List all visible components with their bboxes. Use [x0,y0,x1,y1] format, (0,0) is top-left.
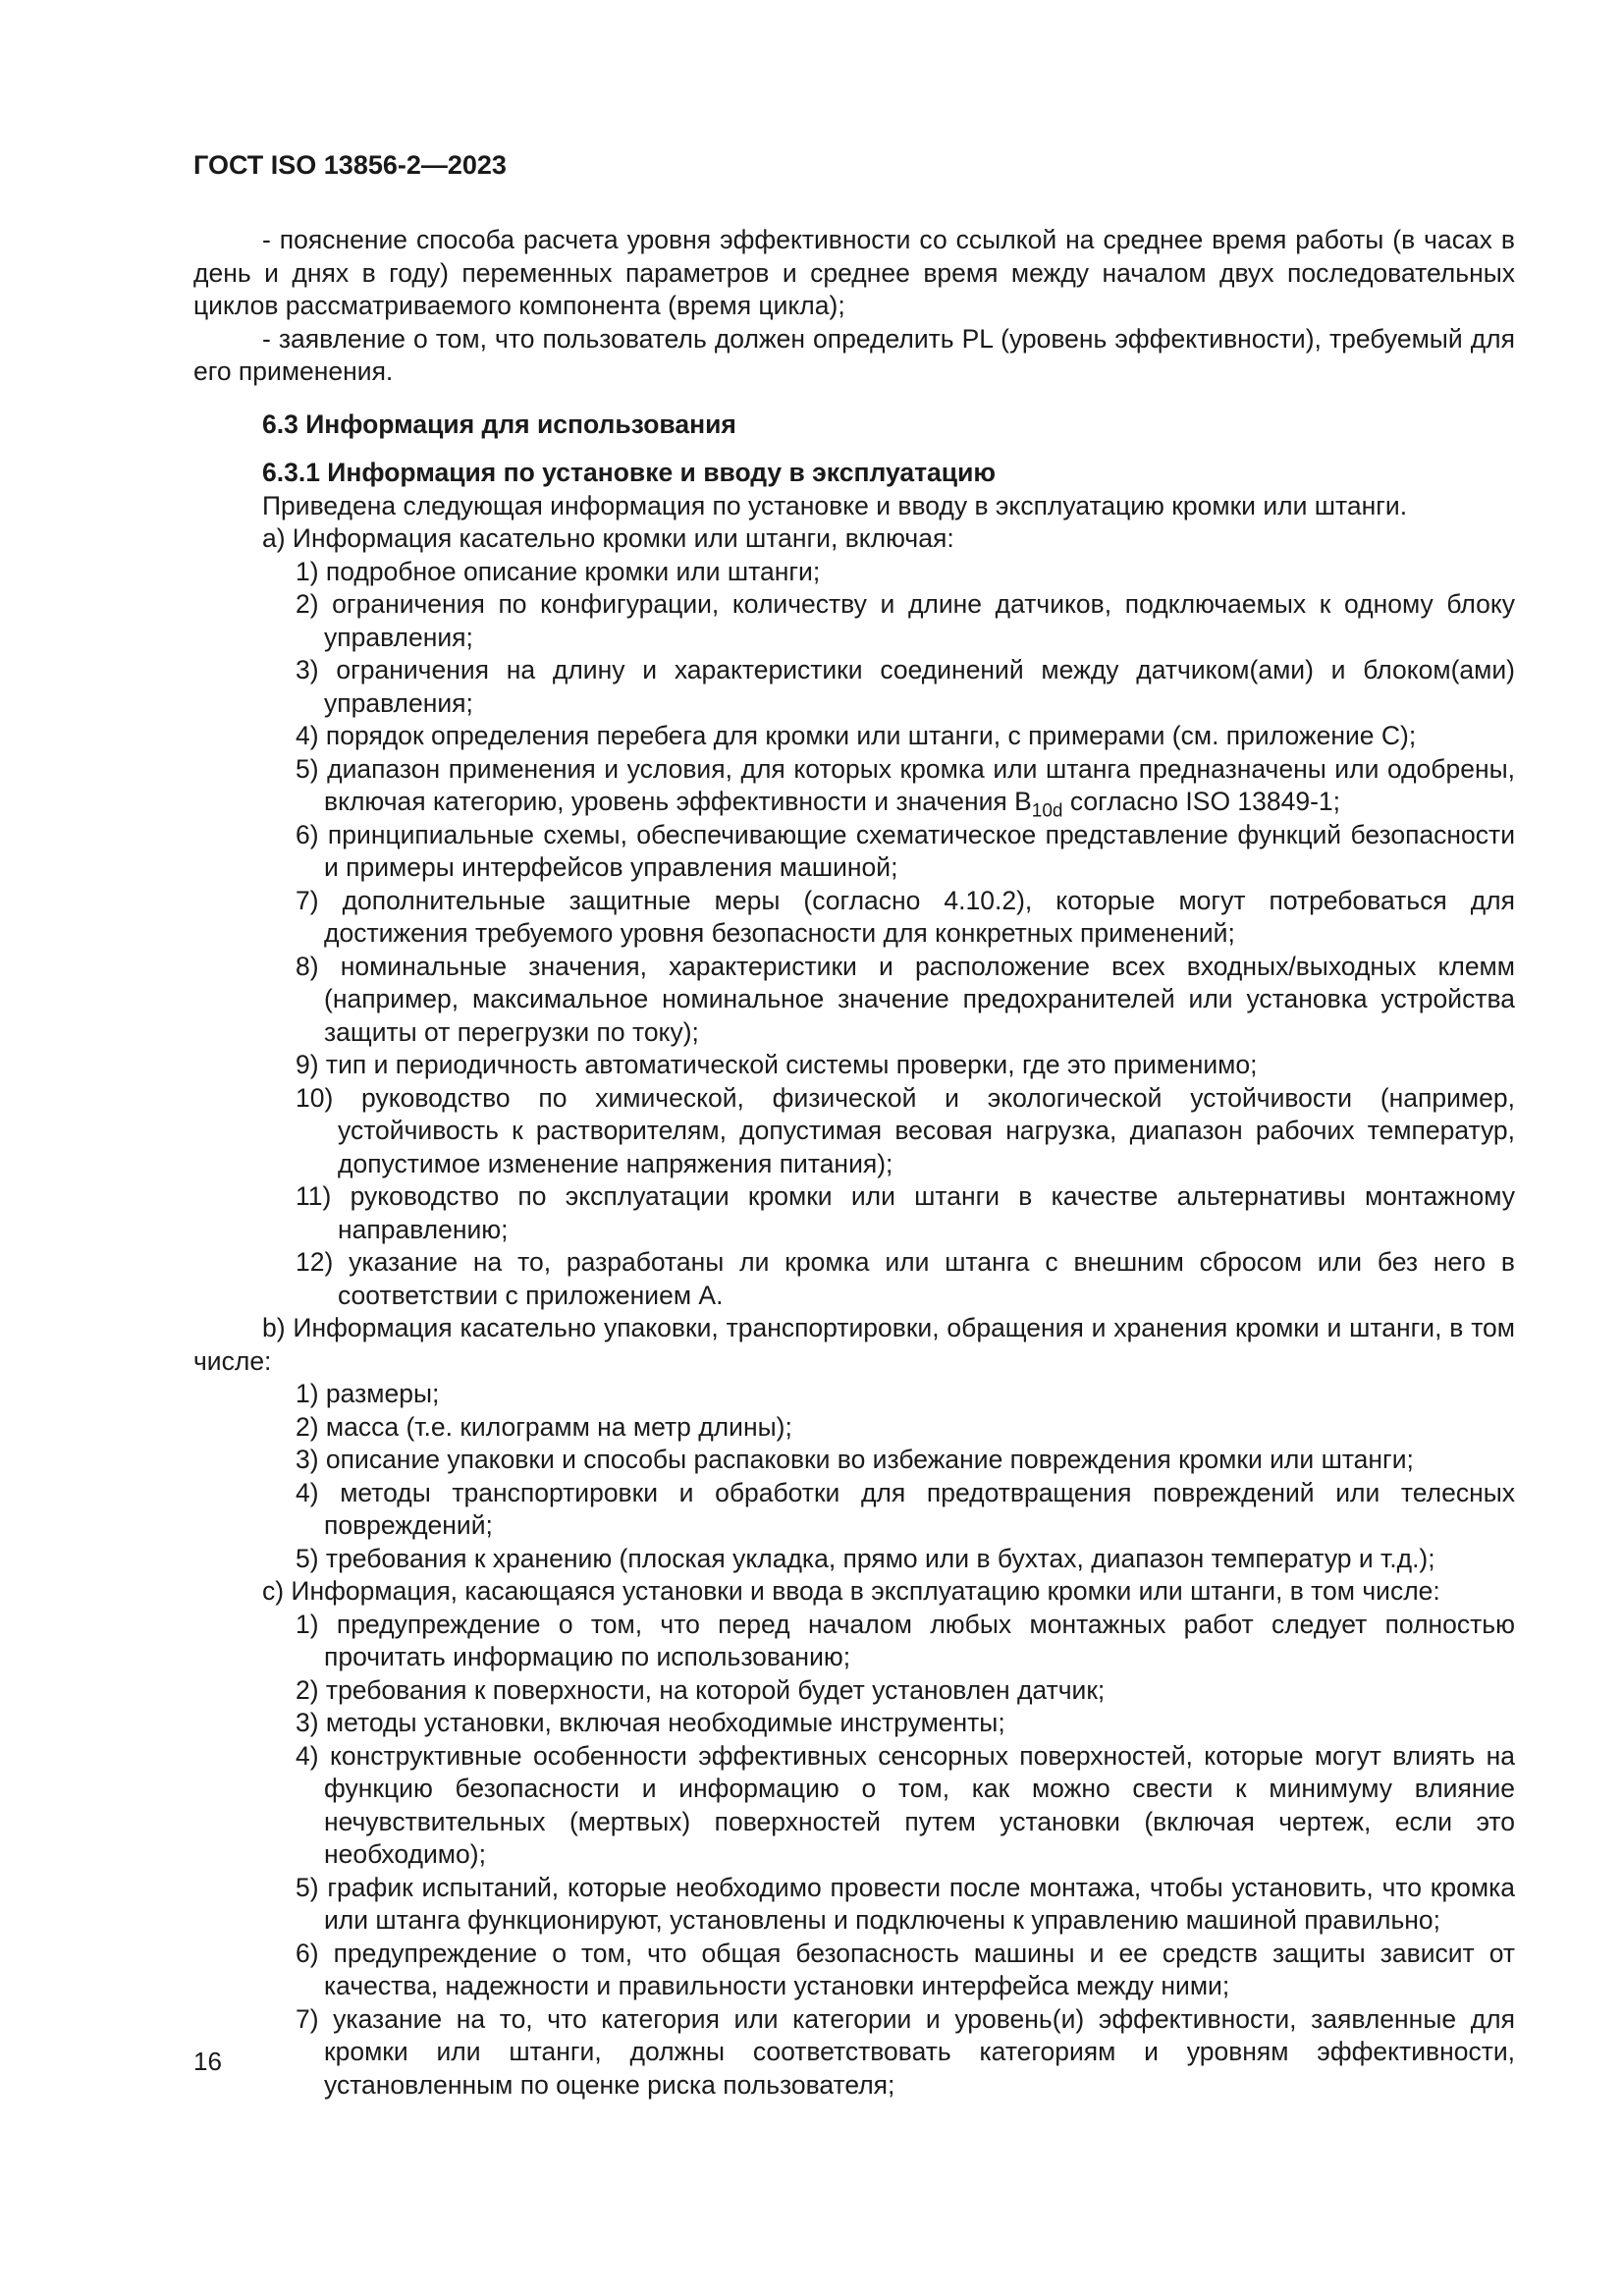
list-item: 5) требования к хранению (плоская укладка, прямо или в бухтах, диапазон температур и т.д.); [296,1543,1435,1573]
list-item: 5) график испытаний, которые необходимо провести после монтажа, чтобы установить, что кромка или штанга функционируют, установлены и подключены к управлению машиной правильно; [296,1872,1515,1935]
page-content [193,224,1515,2102]
list-item: 1) размеры; [296,1379,440,1408]
section-heading-6-3: 6.3 Информация для использования [262,409,736,439]
list-item: 3) описание упаковки и способы распаковки во избежание повреждения кромки или штанги; [296,1445,1414,1474]
intro-item: - пояснение способа расчета уровня эффективности со ссылкой на среднее время работы (в часах в день и днях в году) переменных параметров и среднее время между началом двух последовательных циклов рассматриваемого компонента (время цикла); [193,225,1515,320]
list-a-title: a) Информация касательно кромки или штанги, включая: [262,523,954,553]
list-item: 4) методы транспортировки и обработки для предотвращения повреждений или телесных повреждений; [296,1477,1515,1540]
list-item-text: 5) диапазон применения и условия, для которых кромка или штанга предназначены или одобрены, включая категорию, уровень эффективности и значения B [296,753,1515,816]
list-c-title: c) Информация, касающаяся установки и ввода в эксплуатацию кромки или штанги, в том числе: [262,1576,1440,1606]
document-code-header: ГОСТ ISO 13856-2—2023 [193,150,507,180]
intro-item: - заявление о том, что пользователь должен определить PL (уровень эффективности), требуемый для его применения. [193,323,1515,386]
list-item: 9) тип и периодичность автоматической системы проверки, где это применимо; [296,1050,1258,1079]
list-item: 12) указание на то, разработаны ли кромка или штанга с внешним сбросом или без него в соответствии с приложением A. [296,1247,1515,1310]
list-item: 2) масса (т.е. килограмм на метр длины); [296,1411,792,1442]
section-heading-6-3-1: 6.3.1 Информация по установке и вводу в эксплуатацию [262,458,997,487]
list-item: 3) методы установки, включая необходимые инструменты; [296,1708,1005,1737]
subscript-10d: 10d [1031,800,1063,822]
section-intro: Приведена следующая информация по установке и вводу в эксплуатацию кромки или штанги. [262,490,1408,520]
list-item [193,753,1515,822]
list-item: 11) руководство по эксплуатации кромки или штанги в качестве альтернативы монтажному направлению; [296,1181,1515,1244]
list-item: 7) указание на то, что категория или категории и уровень(и) эффективности, заявленные для кромки или штанги, должны соответствовать категориям и уровням эффективности, установленным по оценке риска пользователя; [296,2003,1515,2100]
list-b-title: b) Информация касательно упаковки, транспортировки, обращения и хранения кромки и штанги, в том числе: [193,1313,1515,1376]
list-item-text: согласно ISO 13849-1; [1062,787,1341,816]
list-item: 4) конструктивные особенности эффективных сенсорных поверхностей, которые могут влиять на функцию безопасности и информацию о том, как можно свести к минимуму влияние нечувствительных (мертвых) поверхностей путем установки (включая чертеж, если это необходимо); [296,1740,1515,1869]
list-item: 2) требования к поверхности, на которой будет установлен датчик; [296,1674,1106,1705]
list-item: 6) предупреждение о том, что общая безопасность машины и ее средств защиты зависит от качества, надежности и правильности установки интерфейса между ними; [296,1938,1515,2000]
list-item: 4) порядок определения перебега для кромки или штанги, с примерами (см. приложение C); [296,721,1417,750]
list-item: 6) принципиальные схемы, обеспечивающие схематическое представление функций безопасности и примеры интерфейсов управления машиной; [296,819,1515,882]
list-item: 1) предупреждение о том, что перед началом любых монтажных работ следует полностью прочитать информацию по использованию; [296,1609,1515,1671]
list-item: 1) подробное описание кромки или штанги; [296,556,821,586]
list-item: 10) руководство по химической, физической и экологической устойчивости (например, устойчивость к растворителям, допустимая весовая нагрузка, диапазон рабочих температур, допустимое изменение напряжения питания); [296,1082,1515,1178]
list-item: 7) дополнительные защитные меры (согласно 4.10.2), которые могут потребоваться для достижения требуемого уровня безопасности для конкретных применений; [296,885,1515,948]
page-number: 16 [193,2047,222,2076]
list-item: 3) ограничения на длину и характеристики соединений между датчиком(ами) и блоком(ами) управления; [296,655,1515,718]
list-item: 8) номинальные значения, характеристики и расположение всех входных/выходных клемм (например, максимальное номинальное значение предохранителей или установка устройства защиты от перегрузки по току); [296,951,1515,1047]
list-item: 2) ограничения по конфигурации, количеству и длине датчиков, подключаемых к одному блоку управления; [296,589,1515,652]
